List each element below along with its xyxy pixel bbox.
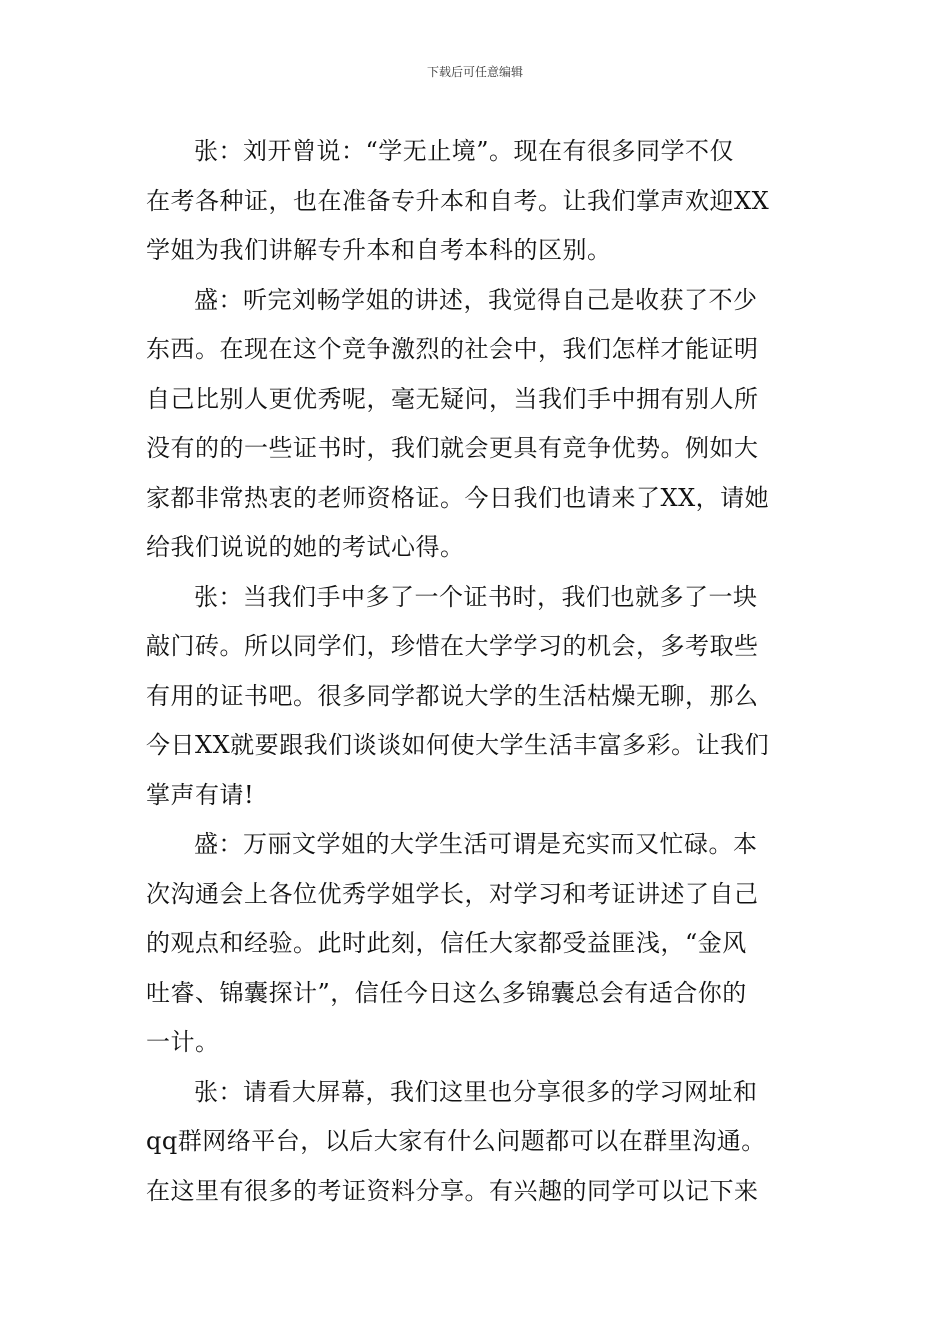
text-line: 家都非常热衷的老师资格证。今日我们也请来了XX，请她 (146, 483, 770, 512)
text-line: 在这里有很多的考证资料分享。有兴趣的同学可以记下来 (146, 1176, 759, 1205)
paragraph (146, 820, 806, 1068)
text-line: 敲门砖。所以同学们，珍惜在大学学习的机会，多考取些 (146, 632, 759, 660)
text-line: 学姐为我们讲解专升本和自考本科的区别。 (146, 236, 612, 264)
paragraph (146, 276, 806, 573)
text-line: 东西。在现在这个竞争激烈的社会中，我们怎样才能证明 (146, 335, 759, 363)
text-line: 张：当我们手中多了一个证书时，我们也就多了一块 (194, 582, 758, 611)
paragraph (146, 573, 806, 821)
paragraph (146, 127, 806, 276)
text-line: 有用的证书吧。很多同学都说大学的生活枯燥无聊，那么 (146, 681, 759, 710)
header-note: 下载后可任意编辑 (426, 65, 523, 79)
text-line: qq群网络平台，以后大家有什么问题都可以在群里沟通。 (146, 1127, 766, 1155)
text-line: 在考各种证，也在准备专升本和自考。让我们掌声欢迎XX (146, 186, 770, 215)
text-line: 盛：听完刘畅学姐的讲述，我觉得自己是收获了不少 (194, 285, 758, 314)
text-line: 今日XX就要跟我们谈谈如何使大学生活丰富多彩。让我们 (146, 731, 770, 759)
text-line: 掌声有请! (146, 780, 255, 809)
text-line: 自己比别人更优秀呢，毫无疑问，当我们手中拥有别人所 (146, 384, 759, 413)
text-line: 没有的的一些证书时，我们就会更具有竞争优势。例如大 (146, 434, 759, 462)
text-line: 的观点和经验。此时此刻，信任大家都受益匪浅，“金风 (146, 929, 747, 957)
text-line: 一计。 (146, 1028, 220, 1056)
text-line: 次沟通会上各位优秀学姐学长，对学习和考证讲述了自己 (146, 879, 759, 908)
document-body (146, 127, 806, 1216)
paragraph (146, 1068, 806, 1217)
text-line: 盛：万丽文学姐的大学生活可谓是充实而又忙碌。本 (194, 830, 758, 858)
text-line: 张：请看大屏幕，我们这里也分享很多的学习网址和 (194, 1077, 758, 1106)
text-line: 给我们说说的她的考试心得。 (146, 533, 465, 561)
text-line: 吐睿、锦囊探计”，信任今日这么多锦囊总会有适合你的 (146, 978, 747, 1007)
text-line: 张：刘开曾说：“学无止境”。现在有很多同学不仅 (194, 137, 735, 165)
